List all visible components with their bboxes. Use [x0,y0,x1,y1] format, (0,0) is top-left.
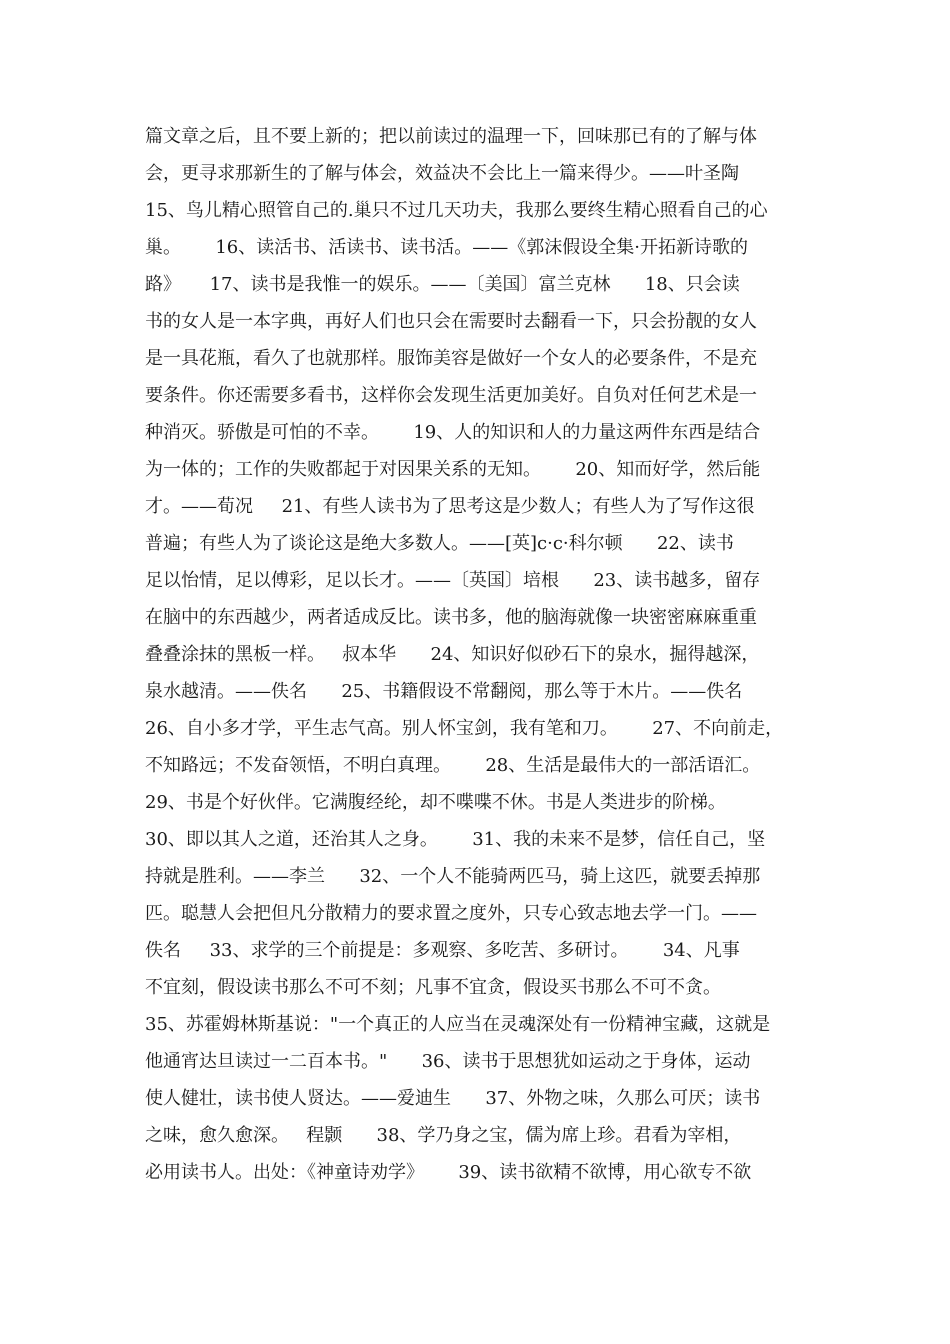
text-line: 叠叠涂抹的黑板一样。 叔本华 24、知识好似砂石下的泉水，掘得越深， [145,644,760,665]
text-line: 篇文章之后，且不要上新的；把以前读过的温理一下，回味那已有的了解与体 [145,126,757,147]
text-line: 匹。聪慧人会把但凡分散精力的要求置之度外，只专心致志地去学一门。—— [145,903,757,924]
text-line: 普遍；有些人为了谈论这是绝大多数人。——[英]c·c·科尔顿 22、读书 [145,533,734,554]
text-line: 在脑中的东西越少，两者适成反比。读书多，他的脑海就像一块密密麻麻重重 [145,607,757,628]
text-line: 持就是胜利。——李兰 32、一个人不能骑两匹马，骑上这匹，就要丢掉那 [145,866,761,887]
text-line: 不宜刻，假设读书那么不可不刻；凡事不宜贪，假设买书那么不可不贪。 [145,977,721,998]
text-line: 为一体的；工作的失败都起于对因果关系的无知。 20、知而好学，然后能 [145,459,761,480]
text-line: 要条件。你还需要多看书，这样你会发现生活更加美好。自负对任何艺术是一 [145,385,757,406]
text-line: 路》 17、读书是我惟一的娱乐。——〔美国〕富兰克林 18、只会读 [145,274,740,295]
text-line: 他通宵达旦读过一二百本书。" 36、读书于思想犹如运动之于身体，运动 [145,1051,751,1072]
text-line: 足以怡情，足以傅彩，足以长才。——〔英国〕培根 23、读书越多，留存 [145,570,761,591]
text-line: 15、鸟儿精心照管自己的.巢只不过几天功夫，我那么要终生精心照看自己的心 [145,200,768,221]
text-line: 26、自小多才学，平生志气高。别人怀宝剑，我有笔和刀。 27、不向前走， [145,718,784,739]
text-line: 佚名 33、求学的三个前提是：多观察、多吃苦、多研讨。 34、凡事 [145,940,740,961]
body-text [145,118,825,1191]
text-line: 才。——荀况 21、有些人读书为了思考这是少数人；有些人为了写作这很 [145,496,755,517]
text-line: 35、苏霍姆林斯基说："一个真正的人应当在灵魂深处有一份精神宝藏，这就是 [145,1014,771,1035]
text-line: 不知路远；不发奋领悟，不明白真理。 28、生活是最伟大的一部活语汇。 [145,755,761,776]
text-line: 29、书是个好伙伴。它满腹经纶，却不喋喋不休。书是人类进步的阶梯。 [145,792,726,813]
text-line: 之味，愈久愈深。 程颢 38、学乃身之宝，儒为席上珍。君看为宰相， [145,1125,742,1146]
text-line: 是一具花瓶，看久了也就那样。服饰美容是做好一个女人的必要条件，不是充 [145,348,757,369]
text-line: 30、即以其人之道，还治其人之身。 31、我的未来不是梦，信任自己，坚 [145,829,766,850]
text-line: 种消灭。骄傲是可怕的不幸。 19、人的知识和人的力量这两件东西是结合 [145,422,761,443]
text-line: 书的女人是一本字典，再好人们也只会在需要时去翻看一下，只会扮靓的女人 [145,311,757,332]
text-line: 会，更寻求那新生的了解与体会，效益决不会比上一篇来得少。——叶圣陶 [145,163,739,184]
text-line: 泉水越清。——佚名 25、书籍假设不常翻阅，那么等于木片。——佚名 [145,681,743,702]
text-line: 使人健壮，读书使人贤达。——爱迪生 37、外物之味，久那么可厌；读书 [145,1088,761,1109]
text-line: 必用读书人。出处：《神童诗劝学》 39、读书欲精不欲博，用心欲专不欲 [145,1162,752,1183]
text-line: 巢。 16、读活书、活读书、读书活。——《郭沫假设全集·开拓新诗歌的 [145,237,748,258]
